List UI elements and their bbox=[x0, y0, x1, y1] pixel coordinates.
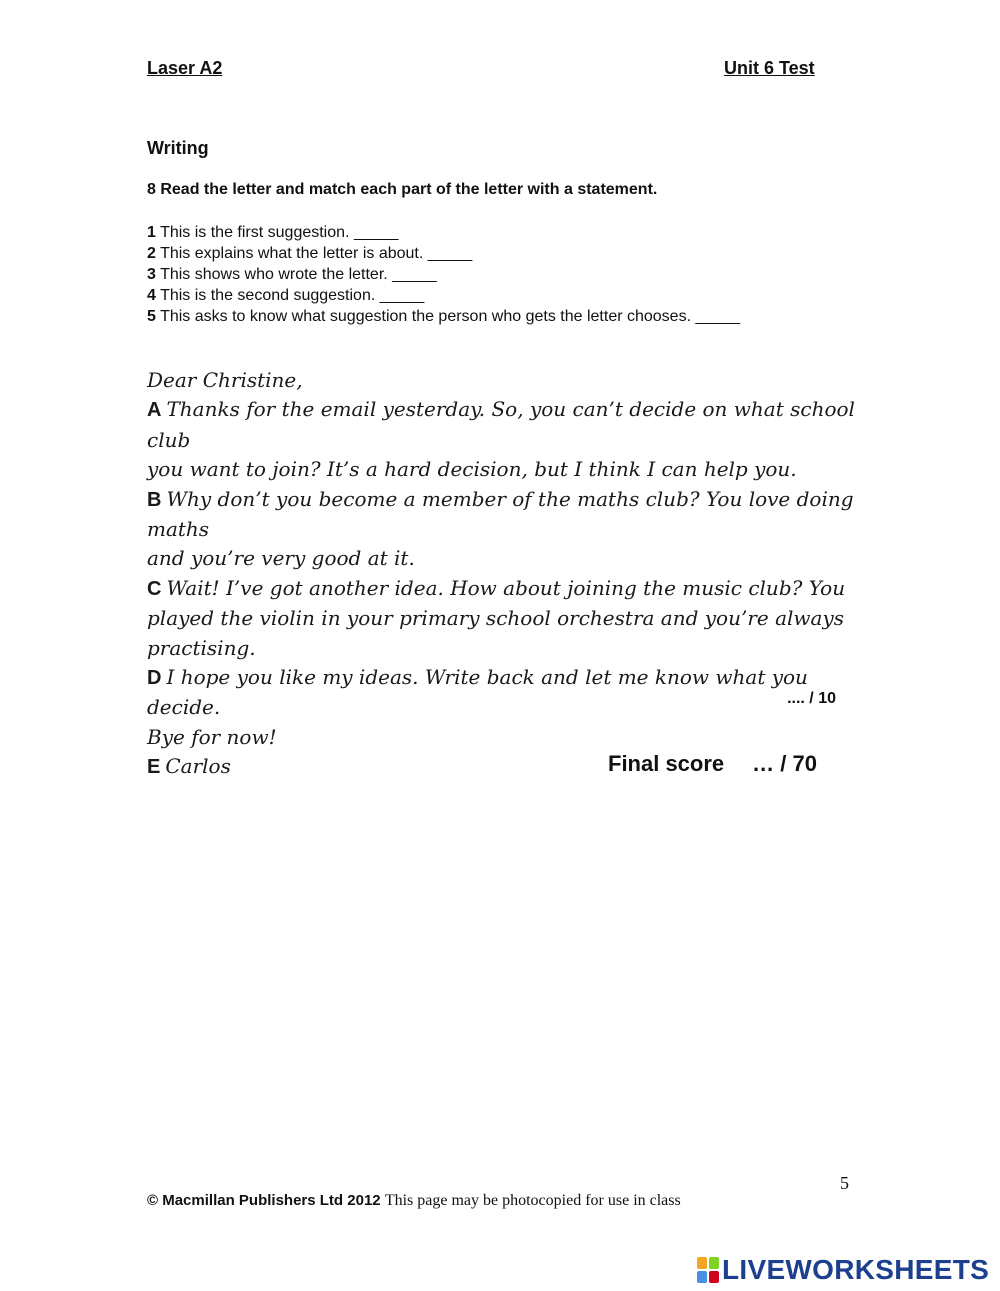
letter-part-a bbox=[147, 395, 867, 484]
header-unit-title: Unit 6 Test bbox=[724, 58, 815, 78]
section-score: .... / 10 bbox=[787, 690, 836, 707]
section-title: Writing bbox=[147, 138, 209, 158]
statement-number: 1 bbox=[147, 224, 156, 241]
statement-text: This explains what the letter is about. bbox=[160, 245, 424, 262]
letter-line: Bye for now! bbox=[147, 724, 277, 749]
letter-line: Wait! I’ve got another idea. How about joining the music club? You bbox=[166, 575, 846, 600]
logo-square bbox=[709, 1271, 719, 1283]
letter-line: Carlos bbox=[165, 754, 231, 779]
publisher-name: © Macmillan Publishers Ltd 2012 bbox=[147, 1192, 381, 1209]
answer-blank[interactable]: _____ bbox=[392, 266, 437, 283]
answer-blank[interactable]: _____ bbox=[695, 308, 740, 325]
statement-text: This is the second suggestion. bbox=[160, 287, 376, 304]
final-score-value: … / 70 bbox=[752, 751, 817, 776]
answer-blank[interactable]: _____ bbox=[379, 287, 425, 304]
part-label: E bbox=[147, 756, 161, 779]
brand-name: LIVEWORKSHEETS bbox=[722, 1254, 990, 1285]
letter-greeting: Dear Christine, bbox=[147, 368, 303, 392]
part-label: D bbox=[147, 667, 162, 690]
statement-item bbox=[147, 264, 740, 285]
statement-number: 4 bbox=[147, 287, 156, 304]
letter-line: Why don’t you become a member of the maths club? You love doing maths bbox=[147, 486, 854, 542]
header-book-title: Laser A2 bbox=[147, 58, 223, 78]
page-number: 5 bbox=[840, 1173, 849, 1193]
letter-line: Thanks for the email yesterday. So, you can’t decide on what school club bbox=[147, 397, 855, 452]
answer-blank[interactable]: _____ bbox=[427, 245, 473, 262]
statement-item bbox=[147, 285, 740, 306]
statement-item bbox=[147, 243, 740, 264]
footer-copyright bbox=[147, 1192, 681, 1210]
statement-number: 5 bbox=[147, 308, 156, 325]
letter-part-b bbox=[147, 485, 867, 574]
letter-line: and you’re very good at it. bbox=[147, 546, 415, 571]
logo-square bbox=[709, 1257, 719, 1269]
statement-text: This asks to know what suggestion the person who gets the letter chooses. bbox=[160, 308, 692, 325]
logo-square bbox=[697, 1257, 707, 1269]
letter-text bbox=[147, 366, 867, 783]
final-score bbox=[608, 751, 817, 777]
photocopy-note: This page may be photocopied for use in class bbox=[384, 1192, 681, 1209]
part-label: C bbox=[147, 577, 162, 600]
statement-text: This shows who wrote the letter. bbox=[160, 266, 388, 283]
statement-item bbox=[147, 222, 740, 243]
letter-part-c bbox=[147, 574, 867, 663]
letter-line: I hope you like my ideas. Write back and let me know what you decide. bbox=[147, 665, 808, 720]
logo-square bbox=[697, 1271, 707, 1283]
exercise-instruction: 8 Read the letter and match each part of the letter with a statement. bbox=[147, 181, 658, 198]
letter-part-d bbox=[147, 663, 867, 752]
letter-line: practising. bbox=[147, 635, 256, 660]
answer-blank[interactable]: _____ bbox=[353, 224, 399, 241]
letter-line: you want to join? It’s a hard decision, but I think I can help you. bbox=[147, 457, 797, 482]
part-label: A bbox=[147, 399, 162, 422]
statement-number: 3 bbox=[147, 266, 156, 283]
part-label: B bbox=[147, 488, 162, 511]
liveworksheets-icon bbox=[697, 1257, 719, 1283]
statement-number: 2 bbox=[147, 245, 156, 262]
liveworksheets-logo bbox=[697, 1254, 989, 1286]
statement-text: This is the first suggestion. bbox=[160, 224, 350, 241]
statement-list bbox=[147, 222, 740, 327]
final-score-label: Final score bbox=[608, 751, 725, 776]
statement-item bbox=[147, 306, 740, 327]
letter-line: played the violin in your primary school orchestra and you’re always bbox=[147, 606, 845, 631]
